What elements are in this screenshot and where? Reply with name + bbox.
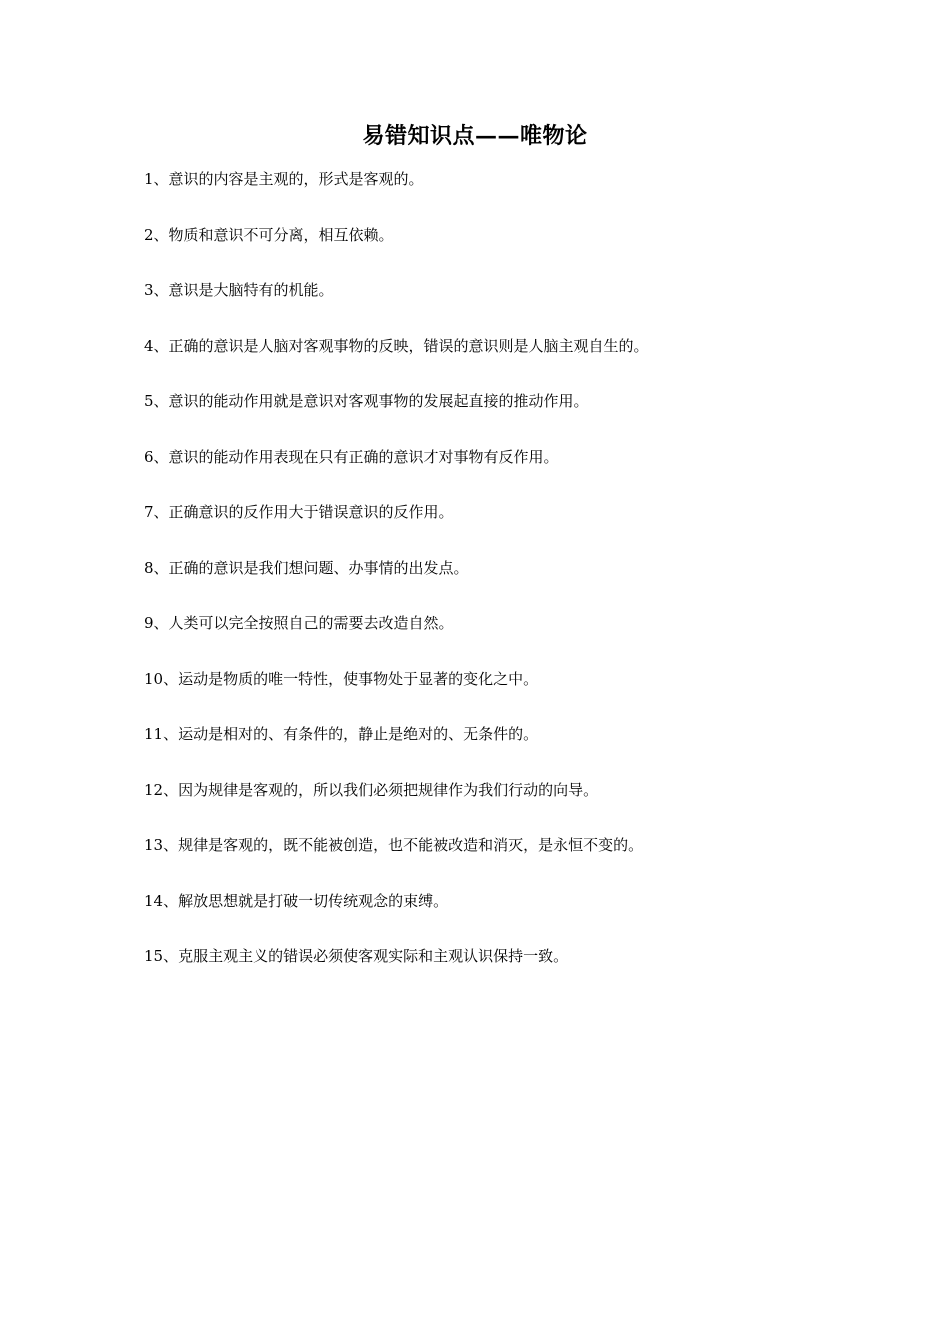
statement-list — [144, 166, 844, 999]
statement-item-3: 3、意识是大脑特有的机能。 — [144, 281, 334, 299]
statement-item-5: 5、意识的能动作用就是意识对客观事物的发展起直接的推动作用。 — [144, 392, 589, 410]
statement-item-2: 2、物质和意识不可分离，相互依赖。 — [144, 225, 394, 244]
statement-item-9: 9、人类可以完全按照自己的需要去改造自然。 — [144, 614, 454, 632]
statement-item-10: 10、运动是物质的唯一特性，使事物处于显著的变化之中。 — [144, 669, 539, 688]
statement-item-11: 11、运动是相对的、有条件的，静止是绝对的、无条件的。 — [144, 725, 539, 743]
statement-item-4: 4、正确的意识是人脑对客观事物的反映，错误的意识则是人脑主观自生的。 — [144, 336, 649, 355]
statement-item-8: 8、正确的意识是我们想问题、办事情的出发点。 — [144, 558, 469, 577]
statement-item-12: 12、因为规律是客观的，所以我们必须把规律作为我们行动的向导。 — [144, 780, 599, 799]
statement-item-6: 6、意识的能动作用表现在只有正确的意识才对事物有反作用。 — [144, 447, 559, 466]
statement-item-15: 15、克服主观主义的错误必须使客观实际和主观认识保持一致。 — [144, 947, 569, 965]
document-title: 易错知识点——唯物论 — [362, 123, 588, 149]
statement-item-13: 13、规律是客观的，既不能被创造，也不能被改造和消灭，是永恒不变的。 — [144, 836, 644, 854]
statement-item-1: 1、意识的内容是主观的，形式是客观的。 — [144, 170, 424, 188]
statement-item-7: 7、正确意识的反作用大于错误意识的反作用。 — [144, 503, 454, 521]
statement-item-14: 14、解放思想就是打破一切传统观念的束缚。 — [144, 891, 449, 910]
